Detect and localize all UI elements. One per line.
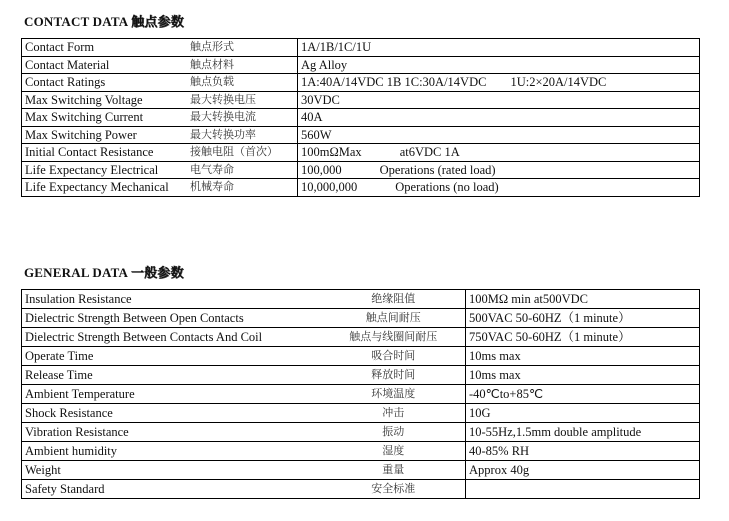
contact-param-cell <box>22 39 298 57</box>
general-data-title <box>24 262 184 281</box>
general-param-cn-text: 重量 <box>382 464 405 476</box>
contact-param-cn: 电气寿命 <box>190 163 234 176</box>
general-param-cn-text: 释放时间 <box>371 369 416 381</box>
contact-value-cell <box>298 161 700 179</box>
general-value: -40℃to+85℃ <box>466 385 700 404</box>
contact-value-secondary: 1U:2×20A/14VDC <box>510 75 607 90</box>
general-param-en: Dielectric Strength Between Open Contacts <box>22 309 322 328</box>
contact-value-cell <box>298 39 700 57</box>
contact-param-cn: 最大转换电压 <box>190 93 256 106</box>
general-data-table <box>21 289 700 499</box>
contact-value: 1A:40A/14VDC 1B 1C:30A/14VDC <box>301 75 487 90</box>
contact-param-en: Max Switching Current <box>25 110 144 125</box>
contact-data-table <box>21 38 700 197</box>
contact-data-title-cn: 触点参数 <box>131 14 184 29</box>
contact-value: 10,000,000 <box>301 180 358 195</box>
contact-param-en: Max Switching Voltage <box>25 92 143 107</box>
general-param-en: Weight <box>22 461 322 480</box>
contact-param-cn: 最大转换功率 <box>190 128 256 141</box>
general-value <box>466 480 700 499</box>
contact-value-secondary: at6VDC 1A <box>399 145 460 160</box>
contact-row <box>22 161 700 179</box>
contact-value: 100,000 <box>301 162 342 177</box>
general-param-en: Ambient Temperature <box>22 385 322 404</box>
general-row <box>22 385 700 404</box>
contact-value: 100mΩMax <box>301 145 362 160</box>
contact-param-en: Max Switching Power <box>25 127 137 142</box>
general-row <box>22 290 700 309</box>
general-row <box>22 328 700 347</box>
contact-param-cell <box>22 56 298 74</box>
contact-value-cell <box>298 126 700 144</box>
contact-value: 30VDC <box>301 92 340 107</box>
general-param-cn <box>322 385 466 404</box>
general-param-en: Safety Standard <box>22 480 322 499</box>
contact-param-en: Life Expectancy Electrical <box>25 162 159 177</box>
contact-row <box>22 91 700 109</box>
contact-row <box>22 126 700 144</box>
general-param-cn <box>322 480 466 499</box>
contact-param-cell <box>22 126 298 144</box>
general-param-cn-text: 振动 <box>382 426 405 438</box>
contact-param-cn: 触点负载 <box>190 76 234 88</box>
contact-value-cell <box>298 74 700 92</box>
contact-value: 560W <box>301 127 332 142</box>
contact-value: 40A <box>301 110 323 125</box>
contact-param-cn: 机械寿命 <box>190 181 234 193</box>
contact-value-cell <box>298 56 700 74</box>
contact-row <box>22 39 700 57</box>
contact-param-cn: 触点材料 <box>190 58 234 71</box>
general-param-cn <box>322 347 466 366</box>
general-param-cn-text: 安全标准 <box>371 483 416 495</box>
contact-value-cell <box>298 91 700 109</box>
general-param-cn <box>322 423 466 442</box>
general-param-cn <box>322 461 466 480</box>
general-param-cn-text: 触点与线圈间耐压 <box>349 331 438 343</box>
general-param-cn-text: 湿度 <box>382 445 405 457</box>
general-row <box>22 309 700 328</box>
general-value: 500VAC 50-60HZ（1 minute） <box>466 309 700 328</box>
general-param-en: Insulation Resistance <box>22 290 322 309</box>
contact-row <box>22 179 700 197</box>
general-param-en: Dielectric Strength Between Contacts And Coil <box>22 328 322 347</box>
contact-value-cell <box>298 144 700 162</box>
general-value: Approx 40g <box>466 461 700 480</box>
general-row <box>22 366 700 385</box>
contact-row <box>22 109 700 127</box>
general-param-cn-text: 冲击 <box>382 407 405 419</box>
general-value: 10ms max <box>466 347 700 366</box>
general-param-en: Ambient humidity <box>22 442 322 461</box>
contact-row <box>22 74 700 92</box>
contact-param-en: Life Expectancy Mechanical <box>25 180 169 195</box>
general-row <box>22 442 700 461</box>
contact-param-cell <box>22 109 298 127</box>
contact-value-cell <box>298 109 700 127</box>
general-param-cn <box>322 442 466 461</box>
general-param-cn <box>322 328 466 347</box>
contact-param-cell <box>22 144 298 162</box>
general-value: 10G <box>466 404 700 423</box>
general-param-en: Operate Time <box>22 347 322 366</box>
general-param-en: Release Time <box>22 366 322 385</box>
contact-param-en: Contact Material <box>25 57 110 72</box>
contact-value: Ag Alloy <box>301 57 348 72</box>
contact-row <box>22 144 700 162</box>
contact-row <box>22 56 700 74</box>
contact-param-en: Contact Ratings <box>25 75 106 90</box>
general-row <box>22 423 700 442</box>
general-param-cn <box>322 404 466 423</box>
contact-param-cn: 最大转换电流 <box>190 111 256 123</box>
general-param-cn-text: 触点间耐压 <box>365 312 421 324</box>
general-value: 750VAC 50-60HZ（1 minute） <box>466 328 700 347</box>
general-value: 10-55Hz,1.5mm double amplitude <box>466 423 700 442</box>
contact-value: 1A/1B/1C/1U <box>301 40 372 55</box>
contact-value-cell <box>298 179 700 197</box>
contact-param-cell <box>22 179 298 197</box>
general-param-cn <box>322 366 466 385</box>
general-value: 100MΩ min at500VDC <box>466 290 700 309</box>
general-data-title-en: GENERAL DATA <box>24 265 128 280</box>
general-param-en: Shock Resistance <box>22 404 322 423</box>
general-param-cn <box>322 290 466 309</box>
general-value: 40-85% RH <box>466 442 700 461</box>
general-param-cn <box>322 309 466 328</box>
contact-param-cell <box>22 74 298 92</box>
contact-param-cell <box>22 91 298 109</box>
contact-param-en: Contact Form <box>25 40 95 55</box>
general-row <box>22 404 700 423</box>
general-row <box>22 347 700 366</box>
contact-param-cn: 触点形式 <box>190 41 234 53</box>
general-param-en: Vibration Resistance <box>22 423 322 442</box>
contact-value-secondary: Operations (rated load) <box>379 162 496 177</box>
contact-data-title-en: CONTACT DATA <box>24 14 128 29</box>
general-data-title-cn: 一般参数 <box>130 265 184 280</box>
general-value: 10ms max <box>466 366 700 385</box>
contact-param-en: Initial Contact Resistance <box>25 145 154 160</box>
contact-data-title <box>24 11 184 30</box>
general-param-cn-text: 绝缘阻值 <box>371 293 416 305</box>
contact-param-cn: 接触电阻（首次） <box>190 146 278 158</box>
contact-param-cell <box>22 161 298 179</box>
contact-value-secondary: Operations (no load) <box>395 180 499 195</box>
general-row <box>22 480 700 499</box>
general-param-cn-text: 吸合时间 <box>371 350 416 362</box>
general-row <box>22 461 700 480</box>
general-param-cn-text: 环境温度 <box>371 388 416 400</box>
